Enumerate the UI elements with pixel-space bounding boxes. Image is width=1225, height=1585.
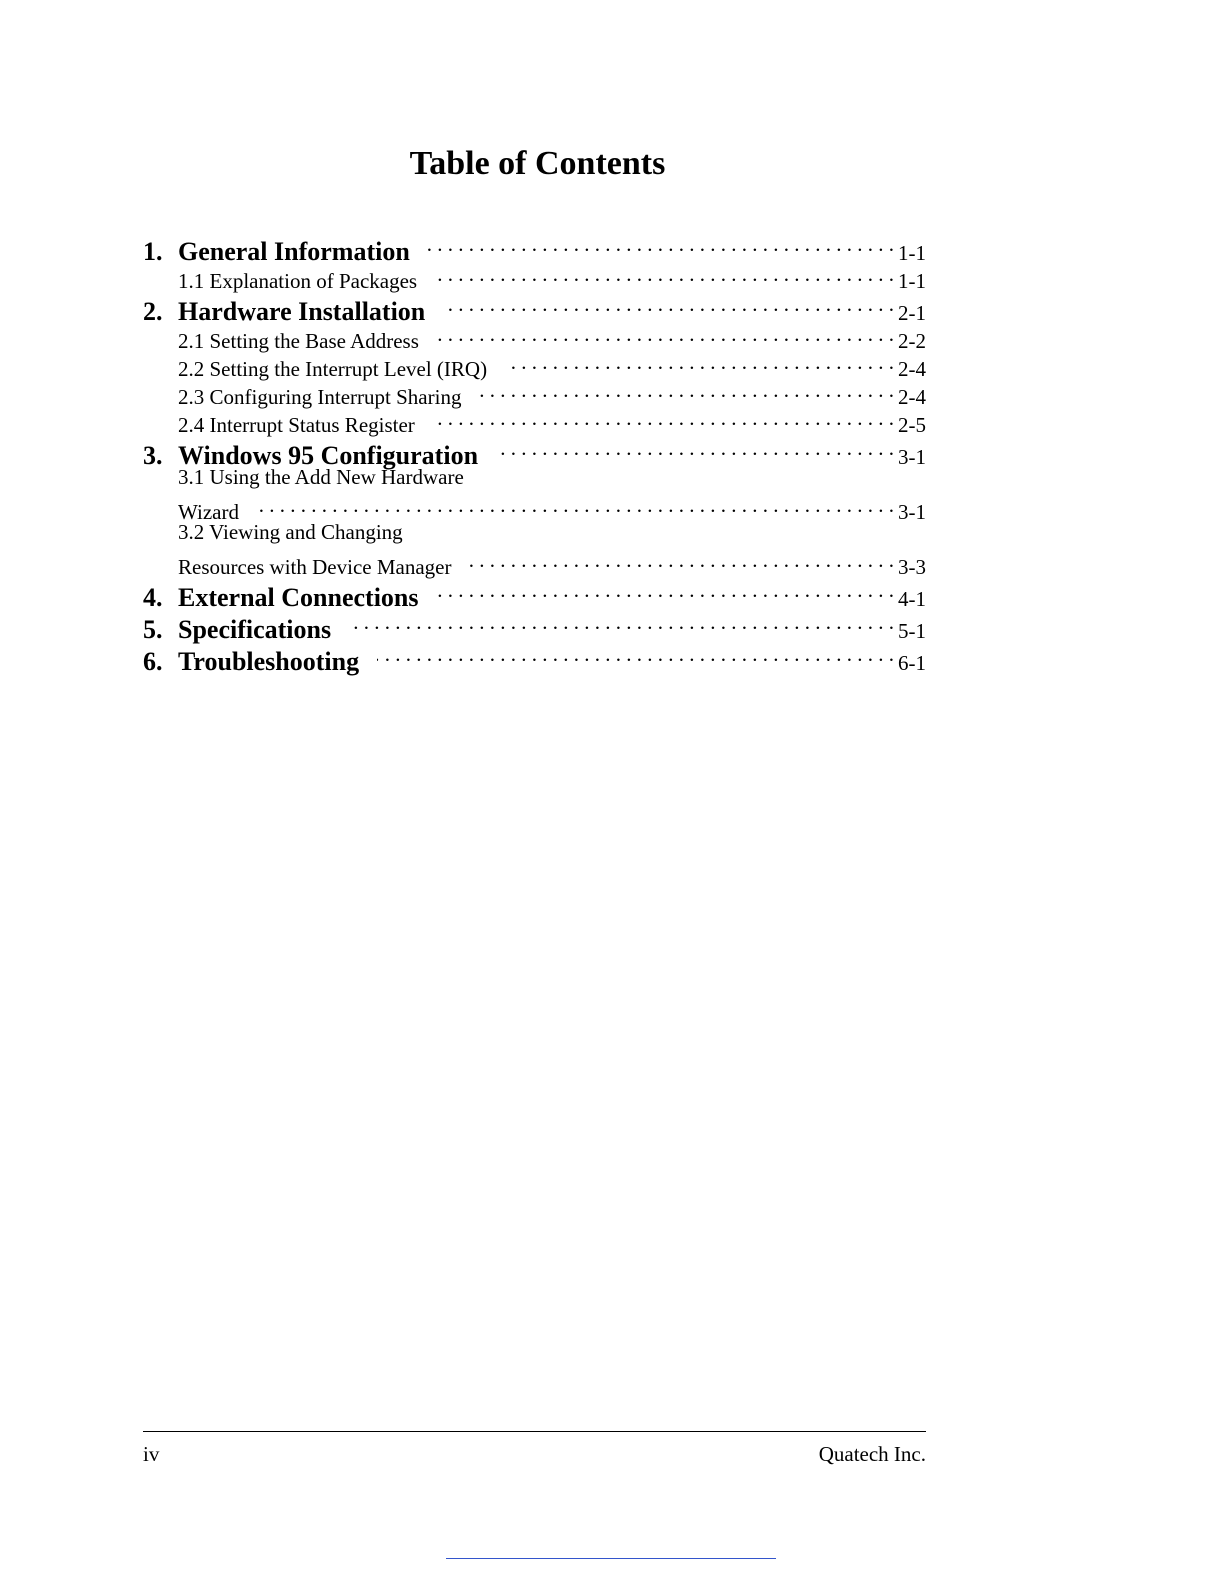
page-reference: 2-1 <box>898 301 926 325</box>
dot-leader <box>437 320 894 348</box>
dot-leader <box>443 288 894 320</box>
chapter-number: 1. <box>143 237 163 266</box>
chapter-number: 2. <box>143 297 163 326</box>
dot-leader <box>437 574 895 606</box>
dot-leader <box>349 606 894 638</box>
dot-leader <box>435 260 894 288</box>
page-reference: 1-1 <box>898 241 926 265</box>
section-title: 2.4 Interrupt Status Register <box>178 413 415 437</box>
chapter-number: 4. <box>143 583 163 612</box>
toc-section-device-manager-line1[interactable] <box>143 519 926 546</box>
footer-company: Quatech Inc. <box>818 1442 926 1466</box>
chapter-number: 5. <box>143 615 163 644</box>
dot-leader <box>496 432 894 464</box>
dot-leader <box>377 638 894 670</box>
page-reference: 3-1 <box>898 500 926 524</box>
chapter-title: Windows 95 Configuration <box>178 441 479 470</box>
chapter-title: External Connections <box>178 583 419 612</box>
section-title: 2.2 Setting the Interrupt Level (IRQ) <box>178 357 488 381</box>
footer-divider <box>143 1431 926 1432</box>
page-reference: 5-1 <box>898 619 926 643</box>
section-title: Wizard <box>178 500 239 524</box>
section-title: 1.1 Explanation of Packages <box>178 269 418 293</box>
section-title: 2.3 Configuring Interrupt Sharing <box>178 385 462 409</box>
toc-section-add-new-hardware-line2[interactable] <box>143 491 926 524</box>
dot-leader <box>505 348 894 376</box>
dot-leader <box>433 404 894 432</box>
page-reference: 2-4 <box>898 357 926 381</box>
dot-leader <box>469 546 894 574</box>
page-reference: 6-1 <box>898 651 926 675</box>
page-reference: 3-1 <box>898 445 926 469</box>
toc-section-device-manager-line2[interactable] <box>143 546 926 579</box>
section-title: 3.2 Viewing and Changing <box>178 520 403 544</box>
dot-leader <box>428 228 894 260</box>
chapter-title: General Information <box>178 237 410 266</box>
chapter-title: Specifications <box>178 615 332 644</box>
chapter-number: 3. <box>143 441 163 470</box>
page-reference: 2-4 <box>898 385 926 409</box>
dot-leader <box>257 491 894 519</box>
bottom-link-underline <box>446 1558 776 1559</box>
dot-leader <box>479 376 894 404</box>
toc-section-add-new-hardware-line1[interactable] <box>143 464 926 491</box>
section-title: Resources with Device Manager <box>178 555 452 579</box>
page-reference: 3-3 <box>898 555 926 579</box>
table-of-contents <box>143 228 926 676</box>
page-reference: 4-1 <box>898 587 926 611</box>
section-title: 2.1 Setting the Base Address <box>178 329 419 353</box>
chapter-number: 6. <box>143 647 163 676</box>
page-reference: 1-1 <box>898 269 926 293</box>
chapter-title: Troubleshooting <box>178 647 360 676</box>
page-title: Table of Contents <box>409 145 666 182</box>
toc-chapter-general-information[interactable] <box>143 228 926 266</box>
page-reference: 2-2 <box>898 329 926 353</box>
section-title: 3.1 Using the Add New Hardware <box>178 465 464 489</box>
footer-page-number: iv <box>143 1442 160 1466</box>
page-reference: 2-5 <box>898 413 926 437</box>
chapter-title: Hardware Installation <box>178 297 426 326</box>
